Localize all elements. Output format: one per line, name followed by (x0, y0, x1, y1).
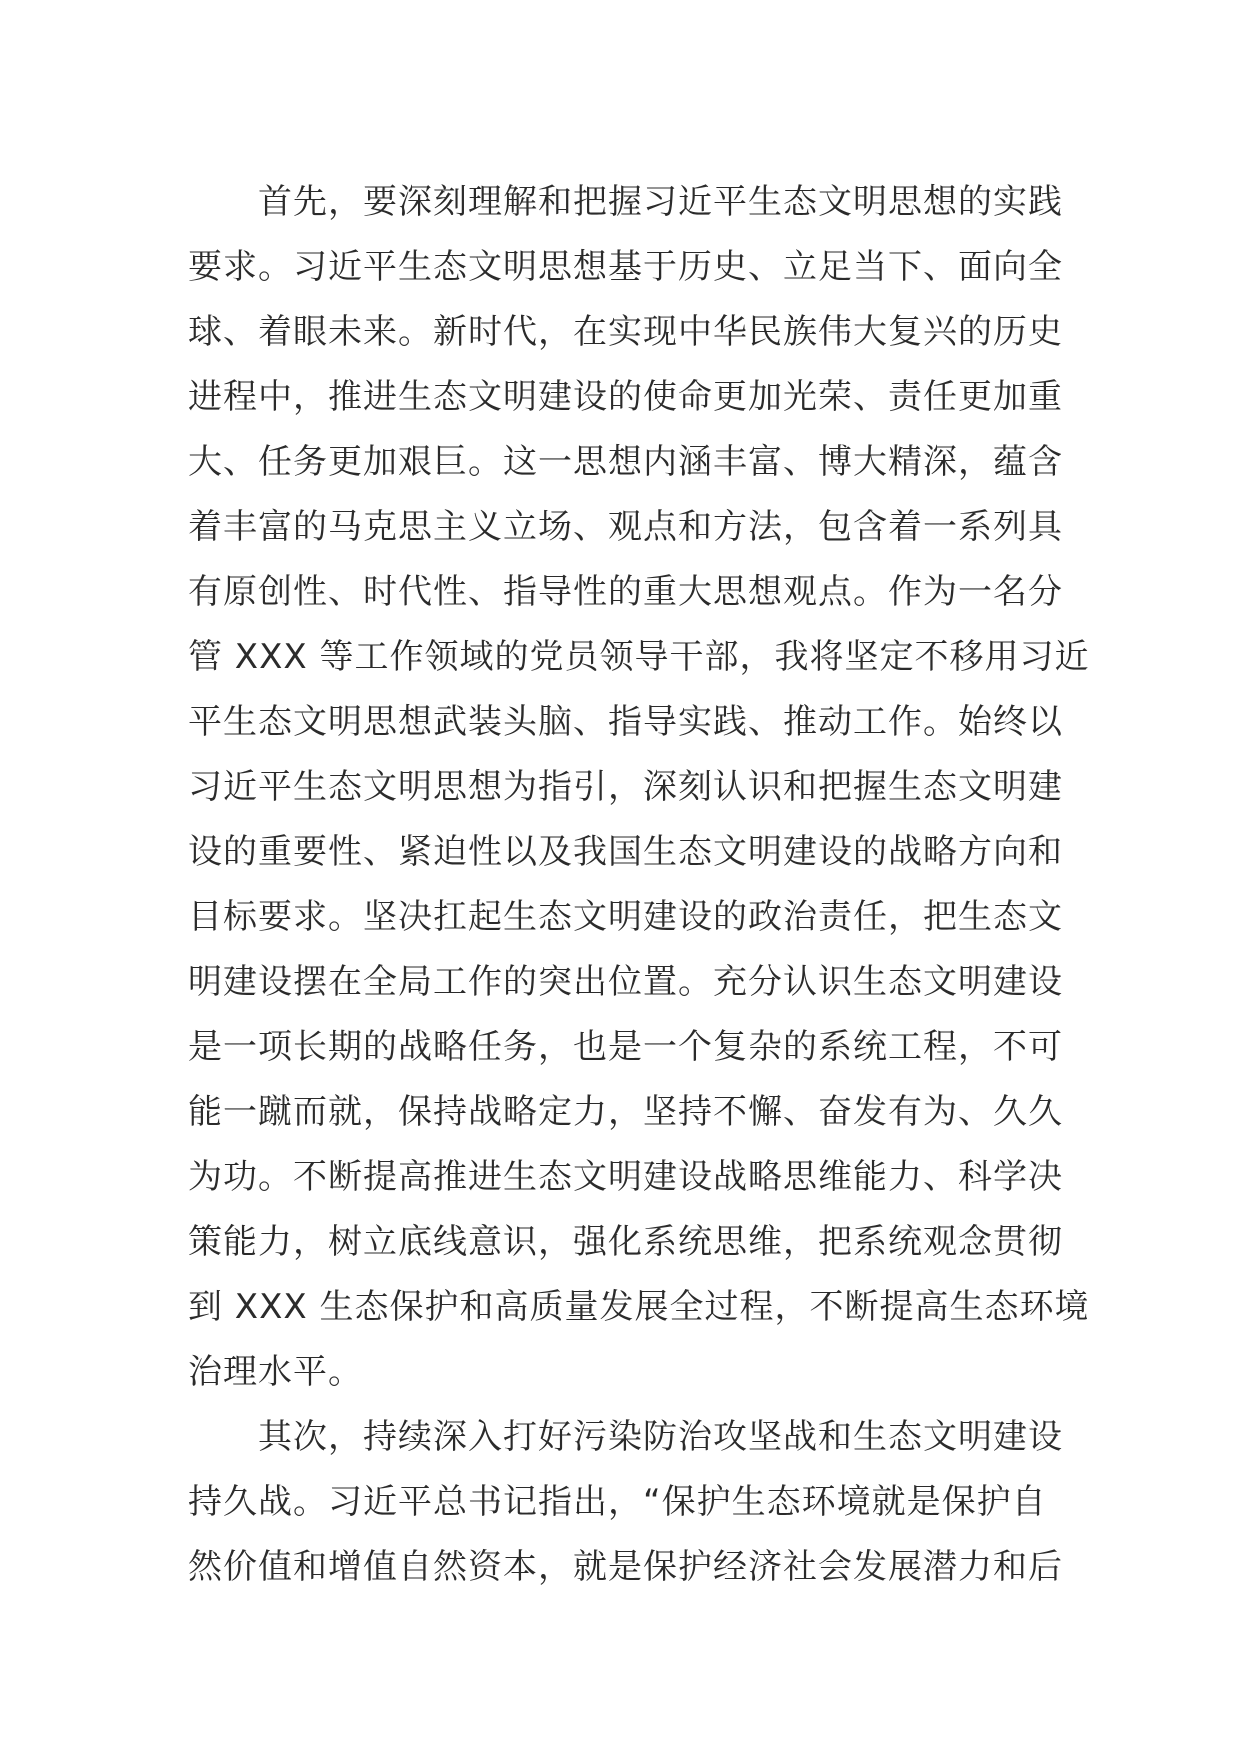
text-line: 着丰富的马克思主义立场、观点和方法，包含着一系列具 (188, 507, 1063, 547)
text-line: 设的重要性、紧迫性以及我国生态文明建设的战略方向和 (188, 832, 1063, 872)
text-line: 习近平生态文明思想为指引，深刻认识和把握生态文明建 (188, 767, 1063, 807)
text-line: 进程中，推进生态文明建设的使命更加光荣、责任更加重 (188, 377, 1063, 417)
text-line: 首先，要深刻理解和把握习近平生态文明思想的实践 (188, 182, 1063, 222)
paragraph-2 (188, 1405, 1063, 1600)
paragraph-1 (188, 170, 1090, 1405)
text-line: 能一蹴而就，保持战略定力，坚持不懈、奋发有为、久久 (188, 1092, 1063, 1132)
text-line: 策能力，树立底线意识，强化系统思维，把系统观念贯彻 (188, 1222, 1063, 1262)
text-line: 球、着眼未来。新时代，在实现中华民族伟大复兴的历史 (188, 312, 1063, 352)
text-line: 平生态文明思想武装头脑、指导实践、推动工作。始终以 (188, 702, 1063, 742)
text-line: 然价值和增值自然资本，就是保护经济社会发展潜力和后 (188, 1547, 1063, 1587)
text-line: 目标要求。坚决扛起生态文明建设的政治责任，把生态文 (188, 897, 1063, 937)
text-line: 其次，持续深入打好污染防治攻坚战和生态文明建设 (188, 1417, 1063, 1457)
text-line: 到 XXX 生态保护和高质量发展全过程，不断提高生态环境 (188, 1287, 1090, 1327)
text-line: 管 XXX 等工作领域的党员领导干部，我将坚定不移用习近 (188, 637, 1090, 677)
text-line: 明建设摆在全局工作的突出位置。充分认识生态文明建设 (188, 962, 1063, 1002)
text-line: 有原创性、时代性、指导性的重大思想观点。作为一名分 (188, 572, 1063, 612)
document-body (188, 170, 1090, 1600)
text-line: 治理水平。 (188, 1352, 363, 1392)
text-line: 大、任务更加艰巨。这一思想内涵丰富、博大精深，蕴含 (188, 442, 1063, 482)
text-line: 为功。不断提高推进生态文明建设战略思维能力、科学决 (188, 1157, 1063, 1197)
text-line: 要求。习近平生态文明思想基于历史、立足当下、面向全 (188, 247, 1063, 287)
text-line: 是一项长期的战略任务，也是一个复杂的系统工程，不可 (188, 1027, 1063, 1067)
text-line: 持久战。习近平总书记指出，“保护生态环境就是保护自 (188, 1482, 1047, 1522)
